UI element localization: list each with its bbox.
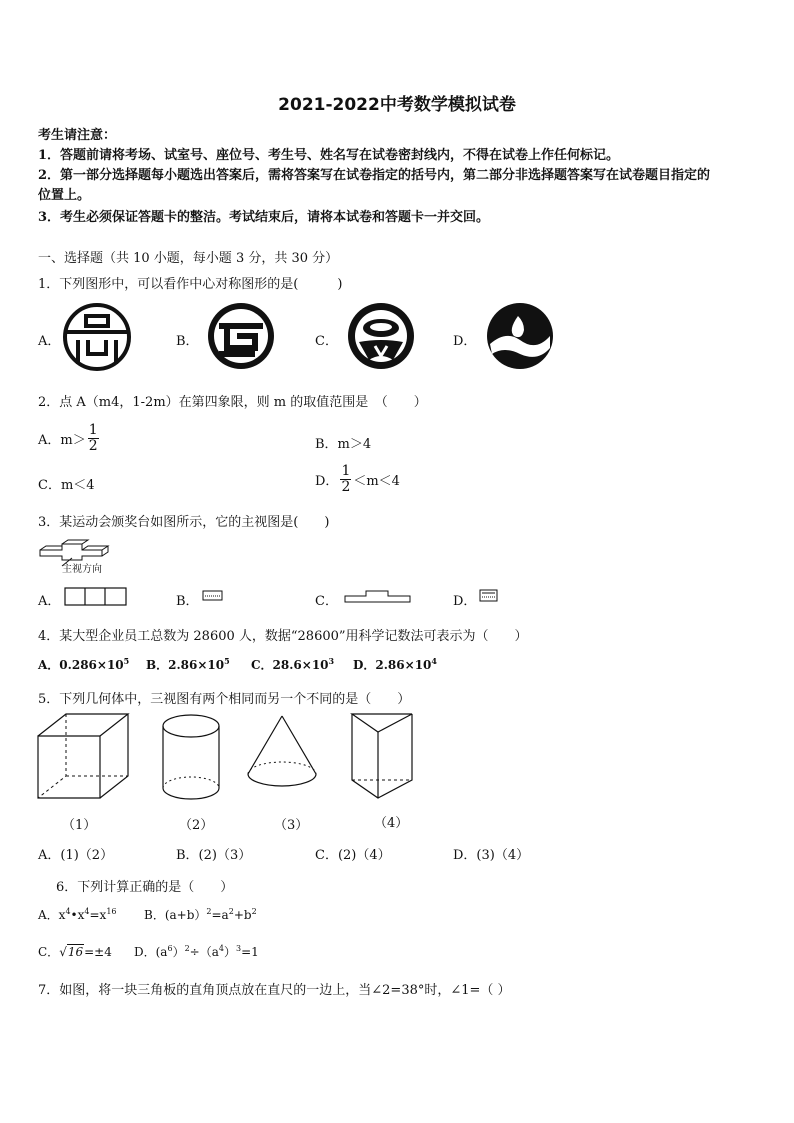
q2-option-a (38, 423, 101, 454)
page-title: 2021-2022中考数学模拟试卷 (278, 95, 516, 115)
exponent: 16 (106, 907, 117, 916)
notice-item: 3．考生必须保证答题卡的整洁。考试结束后，请将本试卷和答题卡一并交回。 (38, 210, 490, 225)
exponent: 4 (65, 907, 71, 916)
q4-option-d (353, 656, 437, 673)
q4-option-b (146, 656, 230, 673)
q4-option-a (38, 656, 129, 673)
q1-logo-c (345, 300, 417, 372)
triangular-prism-figure (348, 710, 420, 802)
exponent: 4 (84, 907, 90, 916)
q1-logo-d (484, 300, 556, 372)
exponent: 2 (184, 944, 190, 953)
fraction-numerator: 1 (341, 463, 351, 479)
sqrt-radicand: 16 (67, 945, 84, 959)
q5-option-b: B．(2)（3） (176, 848, 252, 863)
cone-figure (244, 712, 320, 802)
q6-text: =a (211, 908, 229, 922)
exponent: 2 (228, 907, 234, 916)
cylinder-figure (160, 712, 222, 802)
q4-option-c (251, 656, 334, 673)
q2-option-c: C．m＜4 (38, 478, 95, 493)
section-heading: 一、选择题（共 10 小题，每小题 3 分，共 30 分） (38, 251, 339, 266)
figure-caption: （2） (179, 818, 214, 833)
q3-option-label: C． (315, 594, 338, 609)
q4-option-a-text: A．0.286×10 (38, 658, 124, 672)
q6-text: D．(a (134, 945, 168, 959)
question-1-stem: 1．下列图形中，可以看作中心对称图形的是( ) (38, 277, 343, 292)
figure-caption: （1） (62, 818, 97, 833)
q5-option-a: A．(1)（2） (38, 848, 114, 863)
fraction-denominator: 2 (341, 479, 351, 495)
notice-heading: 考生请注意： (38, 128, 117, 143)
q2-fraction (340, 464, 351, 495)
q1-option-label: A． (38, 334, 61, 349)
question-7-stem: 7．如图，将一块三角板的直角顶点放在直尺的一边上，当∠2=38°时，∠1=（ ） (38, 983, 511, 998)
exponent: 3 (328, 656, 335, 666)
question-2-stem: 2．点 A（m4，1-2m）在第四象限，则 m 的取值范围是 （ ） (38, 395, 427, 410)
exponent: 4 (218, 944, 224, 953)
exponent: 4 (431, 656, 437, 666)
sqrt-sign: √ (59, 945, 67, 959)
q6-text: =1 (241, 945, 259, 959)
q6-text: =±4 (84, 945, 112, 959)
q5-option-c: C．(2)（4） (315, 848, 391, 863)
q6-text: ） (223, 945, 236, 959)
q6-option-a (38, 906, 117, 923)
question-4-stem: 4．某大型企业员工总数为 28600 人，数据“28600”用科学记数法可表示为（ ） (38, 629, 528, 644)
q6-option-d (134, 943, 259, 960)
cube-figure (36, 712, 132, 802)
q3-option-c-figure (344, 588, 412, 604)
q3-option-d-figure (479, 589, 499, 603)
q3-option-label: B． (176, 594, 199, 609)
view-direction-caption: 主视方向 (62, 564, 102, 575)
notice-item: 1．答题前请将考场、试室号、座位号、考生号、姓名写在试卷密封线内，不得在试卷上作任何标记。 (38, 148, 620, 163)
q6-text: A．x (38, 908, 66, 922)
q2-option-a-text: A．m＞ (38, 433, 86, 448)
q4-option-c-text: C．28.6×10 (251, 658, 329, 672)
q6-text: ） (172, 945, 185, 959)
notice-item: 2．第一部分选择题每小题选出答案后，需将答案写在试卷指定的括号内，第二部分非选择题答案写在试卷题目指定的 (38, 168, 711, 183)
q1-logo-a (62, 302, 132, 372)
notice-item: 位置上。 (38, 188, 91, 203)
exponent: 2 (206, 907, 212, 916)
exponent: 5 (224, 656, 230, 666)
q2-option-d-text: ＜m＜4 (353, 474, 400, 489)
q4-option-d-text: D．2.86×10 (353, 658, 432, 672)
q6-text: =x (89, 908, 107, 922)
q2-option-d (315, 464, 400, 495)
question-5-stem: 5．下列几何体中，三视图有两个相同而另一个不同的是（ ） (38, 692, 411, 707)
q4-option-b-text: B．2.86×10 (146, 658, 225, 672)
q1-option-label: B． (176, 334, 199, 349)
exponent: 6 (167, 944, 173, 953)
q1-logo-b (205, 300, 277, 372)
q2-fraction (88, 423, 99, 454)
figure-caption: （4） (374, 816, 409, 831)
q2-option-b: B．m＞4 (315, 437, 372, 452)
q6-text: B．(a+b） (144, 908, 207, 922)
q6-text: +b (233, 908, 252, 922)
figure-caption: （3） (274, 818, 309, 833)
q2-option-d-label: D． (315, 474, 339, 489)
fraction-denominator: 2 (88, 438, 98, 454)
q3-option-label: A． (38, 594, 61, 609)
exponent: 5 (123, 656, 130, 666)
q6-option-b (144, 906, 257, 923)
q3-option-b-figure (202, 590, 224, 602)
q6-text: •x (70, 908, 85, 922)
exponent: 2 (251, 907, 257, 916)
fraction-numerator: 1 (88, 422, 98, 438)
q3-option-a-figure (64, 587, 128, 607)
q6-text: ÷（a (189, 945, 219, 959)
q5-option-d: D．(3)（4） (453, 848, 530, 863)
question-6-stem: 6．下列计算正确的是（ ） (56, 880, 234, 895)
q1-option-label: C． (315, 334, 338, 349)
q6-option-c (38, 943, 112, 960)
q3-option-label: D． (453, 594, 477, 609)
exponent: 3 (236, 944, 242, 953)
q6-text: C． (38, 945, 60, 959)
question-3-stem: 3．某运动会颁奖台如图所示，它的主视图是( ) (38, 515, 330, 530)
q1-option-label: D． (453, 334, 477, 349)
